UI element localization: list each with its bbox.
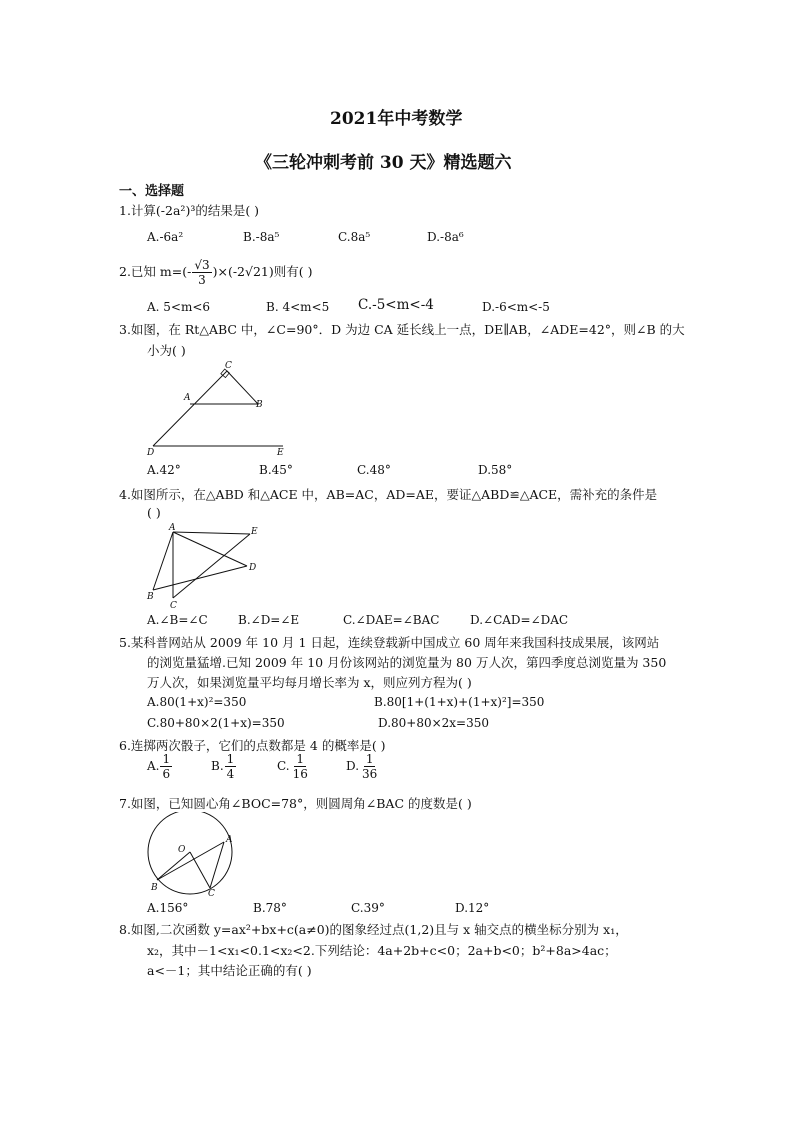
fig4-label-c: C [170,601,177,611]
question-3-line-2: 小为( ) [147,343,186,358]
q2-suffix: )×(-2√21)则有( ) [212,264,313,279]
q2-option-d: D.-6<m<-5 [482,300,550,314]
q6-c-num: 1 [296,752,305,766]
q6-option-b-letter: B. [211,759,224,773]
q6-option-d-fraction [360,752,379,781]
question-2-stem [119,258,313,287]
q2-option-c: C.-5<m<-4 [358,297,434,313]
q5-option-c: C.80+80×2(1+x)=350 [147,716,285,730]
triangle-figure-q3 [140,358,290,458]
q2-fraction [192,258,211,287]
q1-option-d: D.-8a⁶ [427,230,464,244]
q1-option-b: B.-8a⁵ [243,230,280,244]
q7-option-b: B.78° [253,901,287,915]
fig4-label-d: D [249,563,257,573]
q2-frac-den: 3 [198,273,206,287]
q4-option-b: B.∠D=∠E [238,613,300,627]
q6-option-a-fraction [160,752,172,781]
question-5-line-1: 5.某科普网站从 2009 年 10 月 1 日起，连续登载新中国成立 60 周年来我国科技成果展，该网站 [119,635,660,650]
triangle-figure-q4 [140,522,270,614]
q5-option-a: A.80(1+x)²=350 [147,695,247,709]
q4-option-a: A.∠B=∠C [147,613,208,627]
q6-option-d [346,752,380,781]
q6-a-num: 1 [162,752,171,766]
q5-option-b: B.80[1+(1+x)+(1+x)²]=350 [374,695,545,709]
question-7-stem: 7.如图，已知圆心角∠BOC=78°，则圆周角∠BAC 的度数是( ) [119,796,472,811]
q4-option-c: C.∠DAE=∠BAC [343,613,440,627]
q6-b-den: 4 [226,767,235,781]
q7-option-d: D.12° [455,901,490,915]
q2-option-a: A. 5<m<6 [147,300,211,314]
fig3-label-a: A [184,393,191,403]
fig3-label-d: D [147,448,155,458]
question-5-line-3: 万人次，如果浏览量平均每月增长率为 x，则应列方程为( ) [147,675,472,690]
fig4-label-a: A [169,523,176,533]
q6-option-b [211,752,237,781]
q4-option-d: D.∠CAD=∠DAC [470,613,569,627]
circle-figure-q7 [140,812,240,898]
question-6-stem: 6.连掷两次骰子，它们的点数都是 4 的概率是( ) [119,738,386,753]
section-heading: 一、选择题 [119,184,185,199]
q6-option-c-letter: C. [277,759,290,773]
q2-prefix: 2.已知 m=(- [119,264,192,279]
fig7-label-c: C [208,889,215,898]
fig3-label-c: C [225,361,232,371]
fig7-label-a: A [226,835,233,845]
q6-d-num: 1 [365,752,374,766]
question-1-stem: 1.计算(-2a²)³的结果是( ) [119,203,260,218]
q3-option-d: D.58° [478,463,513,477]
q3-option-a: A.42° [147,463,181,477]
q5-option-d: D.80+80×2x=350 [378,716,490,730]
q2-option-b: B. 4<m<5 [266,300,330,314]
q6-c-den: 16 [292,767,308,781]
q7-option-a: A.156° [147,901,189,915]
fig4-label-b: B [147,592,154,602]
doc-subtitle: 《三轮冲刺考前 30 天》精选题六 [255,153,512,173]
q6-option-a [147,752,173,781]
question-8-line-1: 8.如图,二次函数 y=ax²+bx+c(a≠0)的图象经过点(1,2)且与 x 轴交点的横坐标分别为 x₁， [119,922,628,937]
q6-option-a-letter: A. [147,759,160,773]
q6-a-den: 6 [162,767,171,781]
question-8-line-3: a<－1；其中结论正确的有( ) [147,963,312,978]
q2-frac-num: √3 [194,258,210,272]
question-4-line-2: ( ) [147,505,161,520]
question-3-line-1: 3.如图，在 Rt△ABC 中，∠C=90°．D 为边 CA 延长线上一点，DE∥AB，∠ADE=42°，则∠B 的大 [119,322,685,337]
question-5-line-2: 的浏览量猛增.已知 2009 年 10 月份该网站的浏览量为 80 万人次，第四季度总浏览量为 350 [147,655,667,670]
q6-option-c-fraction [291,752,310,781]
q1-option-a: A.-6a² [147,230,184,244]
fig4-label-e: E [251,527,258,537]
q3-option-b: B.45° [259,463,293,477]
question-4-line-1: 4.如图所示，在△ABD 和△ACE 中，AB=AC，AD=AE，要证△ABD≌△ACE，需补充的条件是 [119,487,658,502]
q6-d-den: 36 [362,767,378,781]
q1-option-c: C.8a⁵ [338,230,371,244]
fig7-label-o: O [178,845,186,855]
q6-b-num: 1 [226,752,235,766]
q3-option-c: C.48° [357,463,391,477]
q7-option-c: C.39° [351,901,385,915]
q6-option-c [277,752,311,781]
question-8-line-2: x₂，其中－1<x₁<0.1<x₂<2.下列结论：4a+2b+c<0；2a+b<0；b²+8a>4ac； [147,943,617,958]
fig3-label-b: B [256,400,263,410]
q6-option-d-letter: D. [346,759,360,773]
fig3-label-e: E [277,448,284,458]
q6-option-b-fraction [225,752,237,781]
fig7-label-b: B [151,883,158,893]
doc-title: 2021年中考数学 [330,109,463,129]
